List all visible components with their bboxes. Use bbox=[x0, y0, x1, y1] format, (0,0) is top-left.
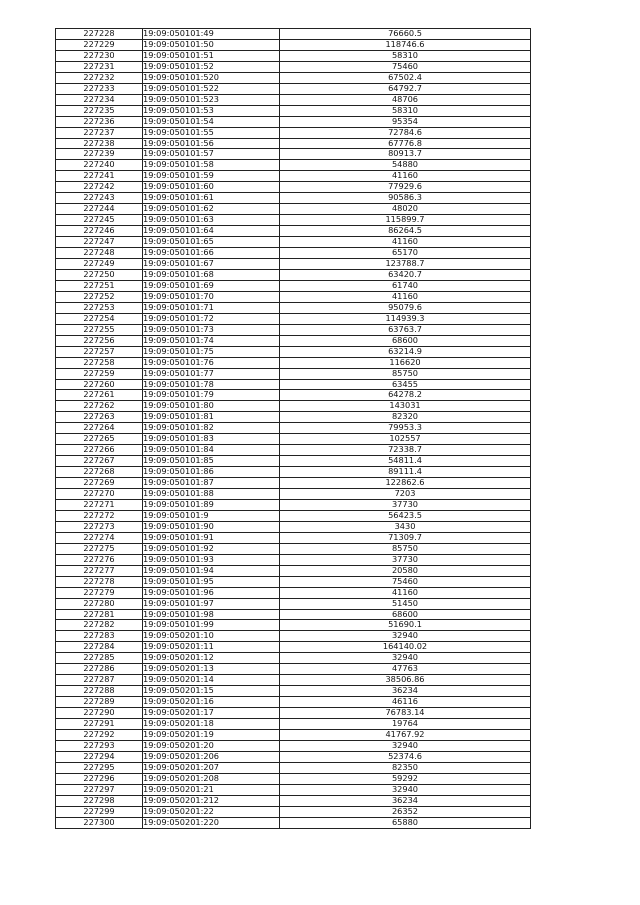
table-row bbox=[56, 620, 531, 631]
row-id-cell: 227252 bbox=[56, 291, 143, 302]
row-id-cell: 227256 bbox=[56, 335, 143, 346]
table-row bbox=[56, 357, 531, 368]
value-cell: 118746.6 bbox=[280, 39, 531, 50]
table-row bbox=[56, 39, 531, 50]
value-cell: 63420.7 bbox=[280, 269, 531, 280]
value-cell: 90586.3 bbox=[280, 193, 531, 204]
row-id-cell: 227290 bbox=[56, 708, 143, 719]
value-cell: 72784.6 bbox=[280, 127, 531, 138]
cadastral-number-cell: 19:09:050101:82 bbox=[143, 423, 280, 434]
value-cell: 64792.7 bbox=[280, 83, 531, 94]
table-row bbox=[56, 730, 531, 741]
cadastral-number-cell: 19:09:050101:64 bbox=[143, 226, 280, 237]
row-id-cell: 227258 bbox=[56, 357, 143, 368]
table-row bbox=[56, 149, 531, 160]
row-id-cell: 227248 bbox=[56, 248, 143, 259]
row-id-cell: 227261 bbox=[56, 390, 143, 401]
cadastral-number-cell: 19:09:050201:206 bbox=[143, 751, 280, 762]
row-id-cell: 227233 bbox=[56, 83, 143, 94]
cadastral-number-cell: 19:09:050101:90 bbox=[143, 521, 280, 532]
value-cell: 26352 bbox=[280, 806, 531, 817]
cadastral-number-cell: 19:09:050101:92 bbox=[143, 543, 280, 554]
table-row bbox=[56, 61, 531, 72]
cadastral-number-cell: 19:09:050101:91 bbox=[143, 532, 280, 543]
cadastral-number-cell: 19:09:050101:76 bbox=[143, 357, 280, 368]
cadastral-number-cell: 19:09:050101:75 bbox=[143, 346, 280, 357]
row-id-cell: 227239 bbox=[56, 149, 143, 160]
table-row bbox=[56, 751, 531, 762]
value-cell: 41160 bbox=[280, 587, 531, 598]
row-id-cell: 227266 bbox=[56, 445, 143, 456]
cadastral-number-cell: 19:09:050201:16 bbox=[143, 697, 280, 708]
table-row bbox=[56, 226, 531, 237]
table-row bbox=[56, 379, 531, 390]
value-cell: 95354 bbox=[280, 116, 531, 127]
cadastral-number-cell: 19:09:050101:67 bbox=[143, 259, 280, 270]
row-id-cell: 227253 bbox=[56, 302, 143, 313]
value-cell: 3430 bbox=[280, 521, 531, 532]
table-row bbox=[56, 335, 531, 346]
cadastral-number-cell: 19:09:050101:81 bbox=[143, 412, 280, 423]
table-row bbox=[56, 762, 531, 773]
row-id-cell: 227286 bbox=[56, 664, 143, 675]
cadastral-number-cell: 19:09:050101:93 bbox=[143, 554, 280, 565]
value-cell: 75460 bbox=[280, 576, 531, 587]
cadastral-number-cell: 19:09:050201:18 bbox=[143, 719, 280, 730]
cadastral-number-cell: 19:09:050101:95 bbox=[143, 576, 280, 587]
value-cell: 37730 bbox=[280, 499, 531, 510]
table-row bbox=[56, 50, 531, 61]
row-id-cell: 227300 bbox=[56, 817, 143, 828]
table-row bbox=[56, 576, 531, 587]
table-row bbox=[56, 543, 531, 554]
value-cell: 41160 bbox=[280, 237, 531, 248]
row-id-cell: 227255 bbox=[56, 324, 143, 335]
table-row bbox=[56, 598, 531, 609]
cadastral-number-cell: 19:09:050101:9 bbox=[143, 510, 280, 521]
table-row bbox=[56, 478, 531, 489]
row-id-cell: 227295 bbox=[56, 762, 143, 773]
value-cell: 89111.4 bbox=[280, 467, 531, 478]
value-cell: 46116 bbox=[280, 697, 531, 708]
cadastral-number-cell: 19:09:050201:21 bbox=[143, 784, 280, 795]
row-id-cell: 227243 bbox=[56, 193, 143, 204]
table-row bbox=[56, 171, 531, 182]
table-row bbox=[56, 510, 531, 521]
value-cell: 71309.7 bbox=[280, 532, 531, 543]
table-row bbox=[56, 795, 531, 806]
cadastral-number-cell: 19:09:050101:53 bbox=[143, 105, 280, 116]
table-row bbox=[56, 346, 531, 357]
cadastral-number-cell: 19:09:050101:68 bbox=[143, 269, 280, 280]
table-row bbox=[56, 302, 531, 313]
row-id-cell: 227293 bbox=[56, 740, 143, 751]
row-id-cell: 227276 bbox=[56, 554, 143, 565]
row-id-cell: 227280 bbox=[56, 598, 143, 609]
row-id-cell: 227274 bbox=[56, 532, 143, 543]
table-row bbox=[56, 105, 531, 116]
table-row bbox=[56, 532, 531, 543]
value-cell: 32940 bbox=[280, 653, 531, 664]
row-id-cell: 227229 bbox=[56, 39, 143, 50]
value-cell: 41160 bbox=[280, 291, 531, 302]
cadastral-number-cell: 19:09:050101:70 bbox=[143, 291, 280, 302]
value-cell: 67502.4 bbox=[280, 72, 531, 83]
table-row bbox=[56, 160, 531, 171]
row-id-cell: 227279 bbox=[56, 587, 143, 598]
value-cell: 85750 bbox=[280, 368, 531, 379]
value-cell: 65880 bbox=[280, 817, 531, 828]
table-row bbox=[56, 204, 531, 215]
value-cell: 76783.14 bbox=[280, 708, 531, 719]
row-id-cell: 227275 bbox=[56, 543, 143, 554]
row-id-cell: 227244 bbox=[56, 204, 143, 215]
row-id-cell: 227260 bbox=[56, 379, 143, 390]
cadastral-number-cell: 19:09:050101:63 bbox=[143, 215, 280, 226]
row-id-cell: 227287 bbox=[56, 675, 143, 686]
row-id-cell: 227257 bbox=[56, 346, 143, 357]
table-body bbox=[56, 29, 531, 829]
cadastral-number-cell: 19:09:050101:71 bbox=[143, 302, 280, 313]
table-row bbox=[56, 773, 531, 784]
value-cell: 75460 bbox=[280, 61, 531, 72]
cadastral-number-cell: 19:09:050201:10 bbox=[143, 631, 280, 642]
table-row bbox=[56, 401, 531, 412]
row-id-cell: 227289 bbox=[56, 697, 143, 708]
table-row bbox=[56, 269, 531, 280]
row-id-cell: 227234 bbox=[56, 94, 143, 105]
table-row bbox=[56, 653, 531, 664]
cadastral-number-cell: 19:09:050101:74 bbox=[143, 335, 280, 346]
cadastral-number-cell: 19:09:050101:523 bbox=[143, 94, 280, 105]
cadastral-number-cell: 19:09:050101:49 bbox=[143, 29, 280, 40]
table-row bbox=[56, 83, 531, 94]
row-id-cell: 227288 bbox=[56, 686, 143, 697]
cadastral-number-cell: 19:09:050201:212 bbox=[143, 795, 280, 806]
table-row bbox=[56, 565, 531, 576]
table-row bbox=[56, 642, 531, 653]
cadastral-number-cell: 19:09:050101:73 bbox=[143, 324, 280, 335]
value-cell: 76660.5 bbox=[280, 29, 531, 40]
value-cell: 95079.6 bbox=[280, 302, 531, 313]
value-cell: 86264.5 bbox=[280, 226, 531, 237]
row-id-cell: 227294 bbox=[56, 751, 143, 762]
table-row bbox=[56, 116, 531, 127]
value-cell: 116620 bbox=[280, 357, 531, 368]
cadastral-number-cell: 19:09:050101:78 bbox=[143, 379, 280, 390]
cadastral-number-cell: 19:09:050101:60 bbox=[143, 182, 280, 193]
row-id-cell: 227264 bbox=[56, 423, 143, 434]
cadastral-number-cell: 19:09:050101:87 bbox=[143, 478, 280, 489]
row-id-cell: 227247 bbox=[56, 237, 143, 248]
cadastral-number-cell: 19:09:050201:17 bbox=[143, 708, 280, 719]
row-id-cell: 227283 bbox=[56, 631, 143, 642]
cadastral-number-cell: 19:09:050101:96 bbox=[143, 587, 280, 598]
row-id-cell: 227251 bbox=[56, 280, 143, 291]
value-cell: 52374.6 bbox=[280, 751, 531, 762]
cadastral-number-cell: 19:09:050101:62 bbox=[143, 204, 280, 215]
cadastral-number-cell: 19:09:050101:50 bbox=[143, 39, 280, 50]
row-id-cell: 227281 bbox=[56, 609, 143, 620]
value-cell: 54811.4 bbox=[280, 456, 531, 467]
row-id-cell: 227232 bbox=[56, 72, 143, 83]
table-row bbox=[56, 708, 531, 719]
row-id-cell: 227230 bbox=[56, 50, 143, 61]
cadastral-number-cell: 19:09:050101:85 bbox=[143, 456, 280, 467]
cadastral-number-cell: 19:09:050101:80 bbox=[143, 401, 280, 412]
row-id-cell: 227284 bbox=[56, 642, 143, 653]
row-id-cell: 227265 bbox=[56, 434, 143, 445]
value-cell: 122862.6 bbox=[280, 478, 531, 489]
value-cell: 41160 bbox=[280, 171, 531, 182]
cadastral-number-cell: 19:09:050101:83 bbox=[143, 434, 280, 445]
row-id-cell: 227277 bbox=[56, 565, 143, 576]
row-id-cell: 227273 bbox=[56, 521, 143, 532]
table-row bbox=[56, 675, 531, 686]
value-cell: 36234 bbox=[280, 686, 531, 697]
value-cell: 67776.8 bbox=[280, 138, 531, 149]
cadastral-number-cell: 19:09:050201:20 bbox=[143, 740, 280, 751]
value-cell: 58310 bbox=[280, 50, 531, 61]
row-id-cell: 227269 bbox=[56, 478, 143, 489]
value-cell: 7203 bbox=[280, 489, 531, 500]
value-cell: 59292 bbox=[280, 773, 531, 784]
cadastral-number-cell: 19:09:050101:98 bbox=[143, 609, 280, 620]
value-cell: 68600 bbox=[280, 609, 531, 620]
table-row bbox=[56, 631, 531, 642]
value-cell: 143031 bbox=[280, 401, 531, 412]
row-id-cell: 227259 bbox=[56, 368, 143, 379]
table-row bbox=[56, 806, 531, 817]
value-cell: 63455 bbox=[280, 379, 531, 390]
table-row bbox=[56, 182, 531, 193]
cadastral-number-cell: 19:09:050101:61 bbox=[143, 193, 280, 204]
table-row bbox=[56, 368, 531, 379]
row-id-cell: 227299 bbox=[56, 806, 143, 817]
value-cell: 115899.7 bbox=[280, 215, 531, 226]
cadastral-number-cell: 19:09:050201:220 bbox=[143, 817, 280, 828]
value-cell: 63214.9 bbox=[280, 346, 531, 357]
cadastral-number-cell: 19:09:050101:57 bbox=[143, 149, 280, 160]
row-id-cell: 227249 bbox=[56, 259, 143, 270]
cadastral-number-cell: 19:09:050101:97 bbox=[143, 598, 280, 609]
row-id-cell: 227245 bbox=[56, 215, 143, 226]
value-cell: 79953.3 bbox=[280, 423, 531, 434]
cadastral-number-cell: 19:09:050101:86 bbox=[143, 467, 280, 478]
table-row bbox=[56, 412, 531, 423]
value-cell: 61740 bbox=[280, 280, 531, 291]
row-id-cell: 227285 bbox=[56, 653, 143, 664]
table-row bbox=[56, 237, 531, 248]
value-cell: 20580 bbox=[280, 565, 531, 576]
cadastral-number-cell: 19:09:050201:11 bbox=[143, 642, 280, 653]
value-cell: 58310 bbox=[280, 105, 531, 116]
cadastral-number-cell: 19:09:050201:15 bbox=[143, 686, 280, 697]
value-cell: 48020 bbox=[280, 204, 531, 215]
cadastral-number-cell: 19:09:050201:19 bbox=[143, 730, 280, 741]
cadastral-number-cell: 19:09:050101:89 bbox=[143, 499, 280, 510]
value-cell: 64278.2 bbox=[280, 390, 531, 401]
cadastral-number-cell: 19:09:050201:14 bbox=[143, 675, 280, 686]
table-row bbox=[56, 127, 531, 138]
row-id-cell: 227268 bbox=[56, 467, 143, 478]
table-row bbox=[56, 719, 531, 730]
table-row bbox=[56, 697, 531, 708]
cadastral-number-cell: 19:09:050101:54 bbox=[143, 116, 280, 127]
row-id-cell: 227262 bbox=[56, 401, 143, 412]
value-cell: 85750 bbox=[280, 543, 531, 554]
table-row bbox=[56, 423, 531, 434]
value-cell: 82320 bbox=[280, 412, 531, 423]
cadastral-number-cell: 19:09:050101:52 bbox=[143, 61, 280, 72]
row-id-cell: 227271 bbox=[56, 499, 143, 510]
table-row bbox=[56, 664, 531, 675]
cadastral-number-cell: 19:09:050101:72 bbox=[143, 313, 280, 324]
row-id-cell: 227231 bbox=[56, 61, 143, 72]
value-cell: 63763.7 bbox=[280, 324, 531, 335]
value-cell: 32940 bbox=[280, 740, 531, 751]
table-row bbox=[56, 193, 531, 204]
cadastral-number-cell: 19:09:050101:522 bbox=[143, 83, 280, 94]
value-cell: 77929.6 bbox=[280, 182, 531, 193]
cadastral-number-cell: 19:09:050101:56 bbox=[143, 138, 280, 149]
row-id-cell: 227246 bbox=[56, 226, 143, 237]
table-row bbox=[56, 94, 531, 105]
table-row bbox=[56, 434, 531, 445]
row-id-cell: 227297 bbox=[56, 784, 143, 795]
cadastral-number-cell: 19:09:050101:65 bbox=[143, 237, 280, 248]
cadastral-number-cell: 19:09:050201:12 bbox=[143, 653, 280, 664]
row-id-cell: 227250 bbox=[56, 269, 143, 280]
row-id-cell: 227236 bbox=[56, 116, 143, 127]
row-id-cell: 227240 bbox=[56, 160, 143, 171]
value-cell: 47763 bbox=[280, 664, 531, 675]
table-row bbox=[56, 313, 531, 324]
row-id-cell: 227272 bbox=[56, 510, 143, 521]
table-row bbox=[56, 467, 531, 478]
row-id-cell: 227228 bbox=[56, 29, 143, 40]
value-cell: 41767.92 bbox=[280, 730, 531, 741]
value-cell: 72338.7 bbox=[280, 445, 531, 456]
row-id-cell: 227278 bbox=[56, 576, 143, 587]
table-row bbox=[56, 817, 531, 828]
value-cell: 37730 bbox=[280, 554, 531, 565]
row-id-cell: 227237 bbox=[56, 127, 143, 138]
value-cell: 65170 bbox=[280, 248, 531, 259]
cadastral-number-cell: 19:09:050101:77 bbox=[143, 368, 280, 379]
value-cell: 48706 bbox=[280, 94, 531, 105]
row-id-cell: 227263 bbox=[56, 412, 143, 423]
table-row bbox=[56, 686, 531, 697]
value-cell: 82350 bbox=[280, 762, 531, 773]
value-cell: 123788.7 bbox=[280, 259, 531, 270]
row-id-cell: 227291 bbox=[56, 719, 143, 730]
row-id-cell: 227254 bbox=[56, 313, 143, 324]
value-cell: 51690.1 bbox=[280, 620, 531, 631]
value-cell: 68600 bbox=[280, 335, 531, 346]
row-id-cell: 227235 bbox=[56, 105, 143, 116]
value-cell: 102557 bbox=[280, 434, 531, 445]
row-id-cell: 227241 bbox=[56, 171, 143, 182]
value-cell: 164140.02 bbox=[280, 642, 531, 653]
cadastral-number-cell: 19:09:050101:51 bbox=[143, 50, 280, 61]
value-cell: 80913.7 bbox=[280, 149, 531, 160]
table-row bbox=[56, 390, 531, 401]
cadastral-number-cell: 19:09:050101:69 bbox=[143, 280, 280, 291]
cadastral-number-cell: 19:09:050201:22 bbox=[143, 806, 280, 817]
table-row bbox=[56, 291, 531, 302]
table-row bbox=[56, 609, 531, 620]
cadastral-number-cell: 19:09:050101:84 bbox=[143, 445, 280, 456]
table-row bbox=[56, 324, 531, 335]
cadastral-number-cell: 19:09:050101:59 bbox=[143, 171, 280, 182]
table-row bbox=[56, 29, 531, 40]
value-cell: 32940 bbox=[280, 631, 531, 642]
row-id-cell: 227282 bbox=[56, 620, 143, 631]
table-row bbox=[56, 499, 531, 510]
table-row bbox=[56, 489, 531, 500]
row-id-cell: 227238 bbox=[56, 138, 143, 149]
table-row bbox=[56, 138, 531, 149]
cadastral-number-cell: 19:09:050101:55 bbox=[143, 127, 280, 138]
table-row bbox=[56, 784, 531, 795]
value-cell: 32940 bbox=[280, 784, 531, 795]
row-id-cell: 227270 bbox=[56, 489, 143, 500]
table-row bbox=[56, 72, 531, 83]
cadastral-number-cell: 19:09:050101:94 bbox=[143, 565, 280, 576]
table-row bbox=[56, 280, 531, 291]
table-row bbox=[56, 554, 531, 565]
table-row bbox=[56, 259, 531, 270]
row-id-cell: 227242 bbox=[56, 182, 143, 193]
table-row bbox=[56, 740, 531, 751]
row-id-cell: 227296 bbox=[56, 773, 143, 784]
value-cell: 38506.86 bbox=[280, 675, 531, 686]
value-cell: 51450 bbox=[280, 598, 531, 609]
row-id-cell: 227267 bbox=[56, 456, 143, 467]
table-row bbox=[56, 248, 531, 259]
table-row bbox=[56, 521, 531, 532]
cadastral-number-cell: 19:09:050101:66 bbox=[143, 248, 280, 259]
cadastral-number-cell: 19:09:050101:58 bbox=[143, 160, 280, 171]
row-id-cell: 227298 bbox=[56, 795, 143, 806]
cadastral-value-table bbox=[55, 28, 531, 829]
cadastral-number-cell: 19:09:050201:207 bbox=[143, 762, 280, 773]
value-cell: 56423.5 bbox=[280, 510, 531, 521]
table-row bbox=[56, 587, 531, 598]
table-row bbox=[56, 215, 531, 226]
cadastral-number-cell: 19:09:050101:79 bbox=[143, 390, 280, 401]
table-row bbox=[56, 445, 531, 456]
cadastral-number-cell: 19:09:050201:208 bbox=[143, 773, 280, 784]
cadastral-number-cell: 19:09:050201:13 bbox=[143, 664, 280, 675]
cadastral-number-cell: 19:09:050101:99 bbox=[143, 620, 280, 631]
value-cell: 19764 bbox=[280, 719, 531, 730]
value-cell: 36234 bbox=[280, 795, 531, 806]
cadastral-number-cell: 19:09:050101:88 bbox=[143, 489, 280, 500]
table-row bbox=[56, 456, 531, 467]
value-cell: 54880 bbox=[280, 160, 531, 171]
value-cell: 114939.3 bbox=[280, 313, 531, 324]
cadastral-number-cell: 19:09:050101:520 bbox=[143, 72, 280, 83]
row-id-cell: 227292 bbox=[56, 730, 143, 741]
